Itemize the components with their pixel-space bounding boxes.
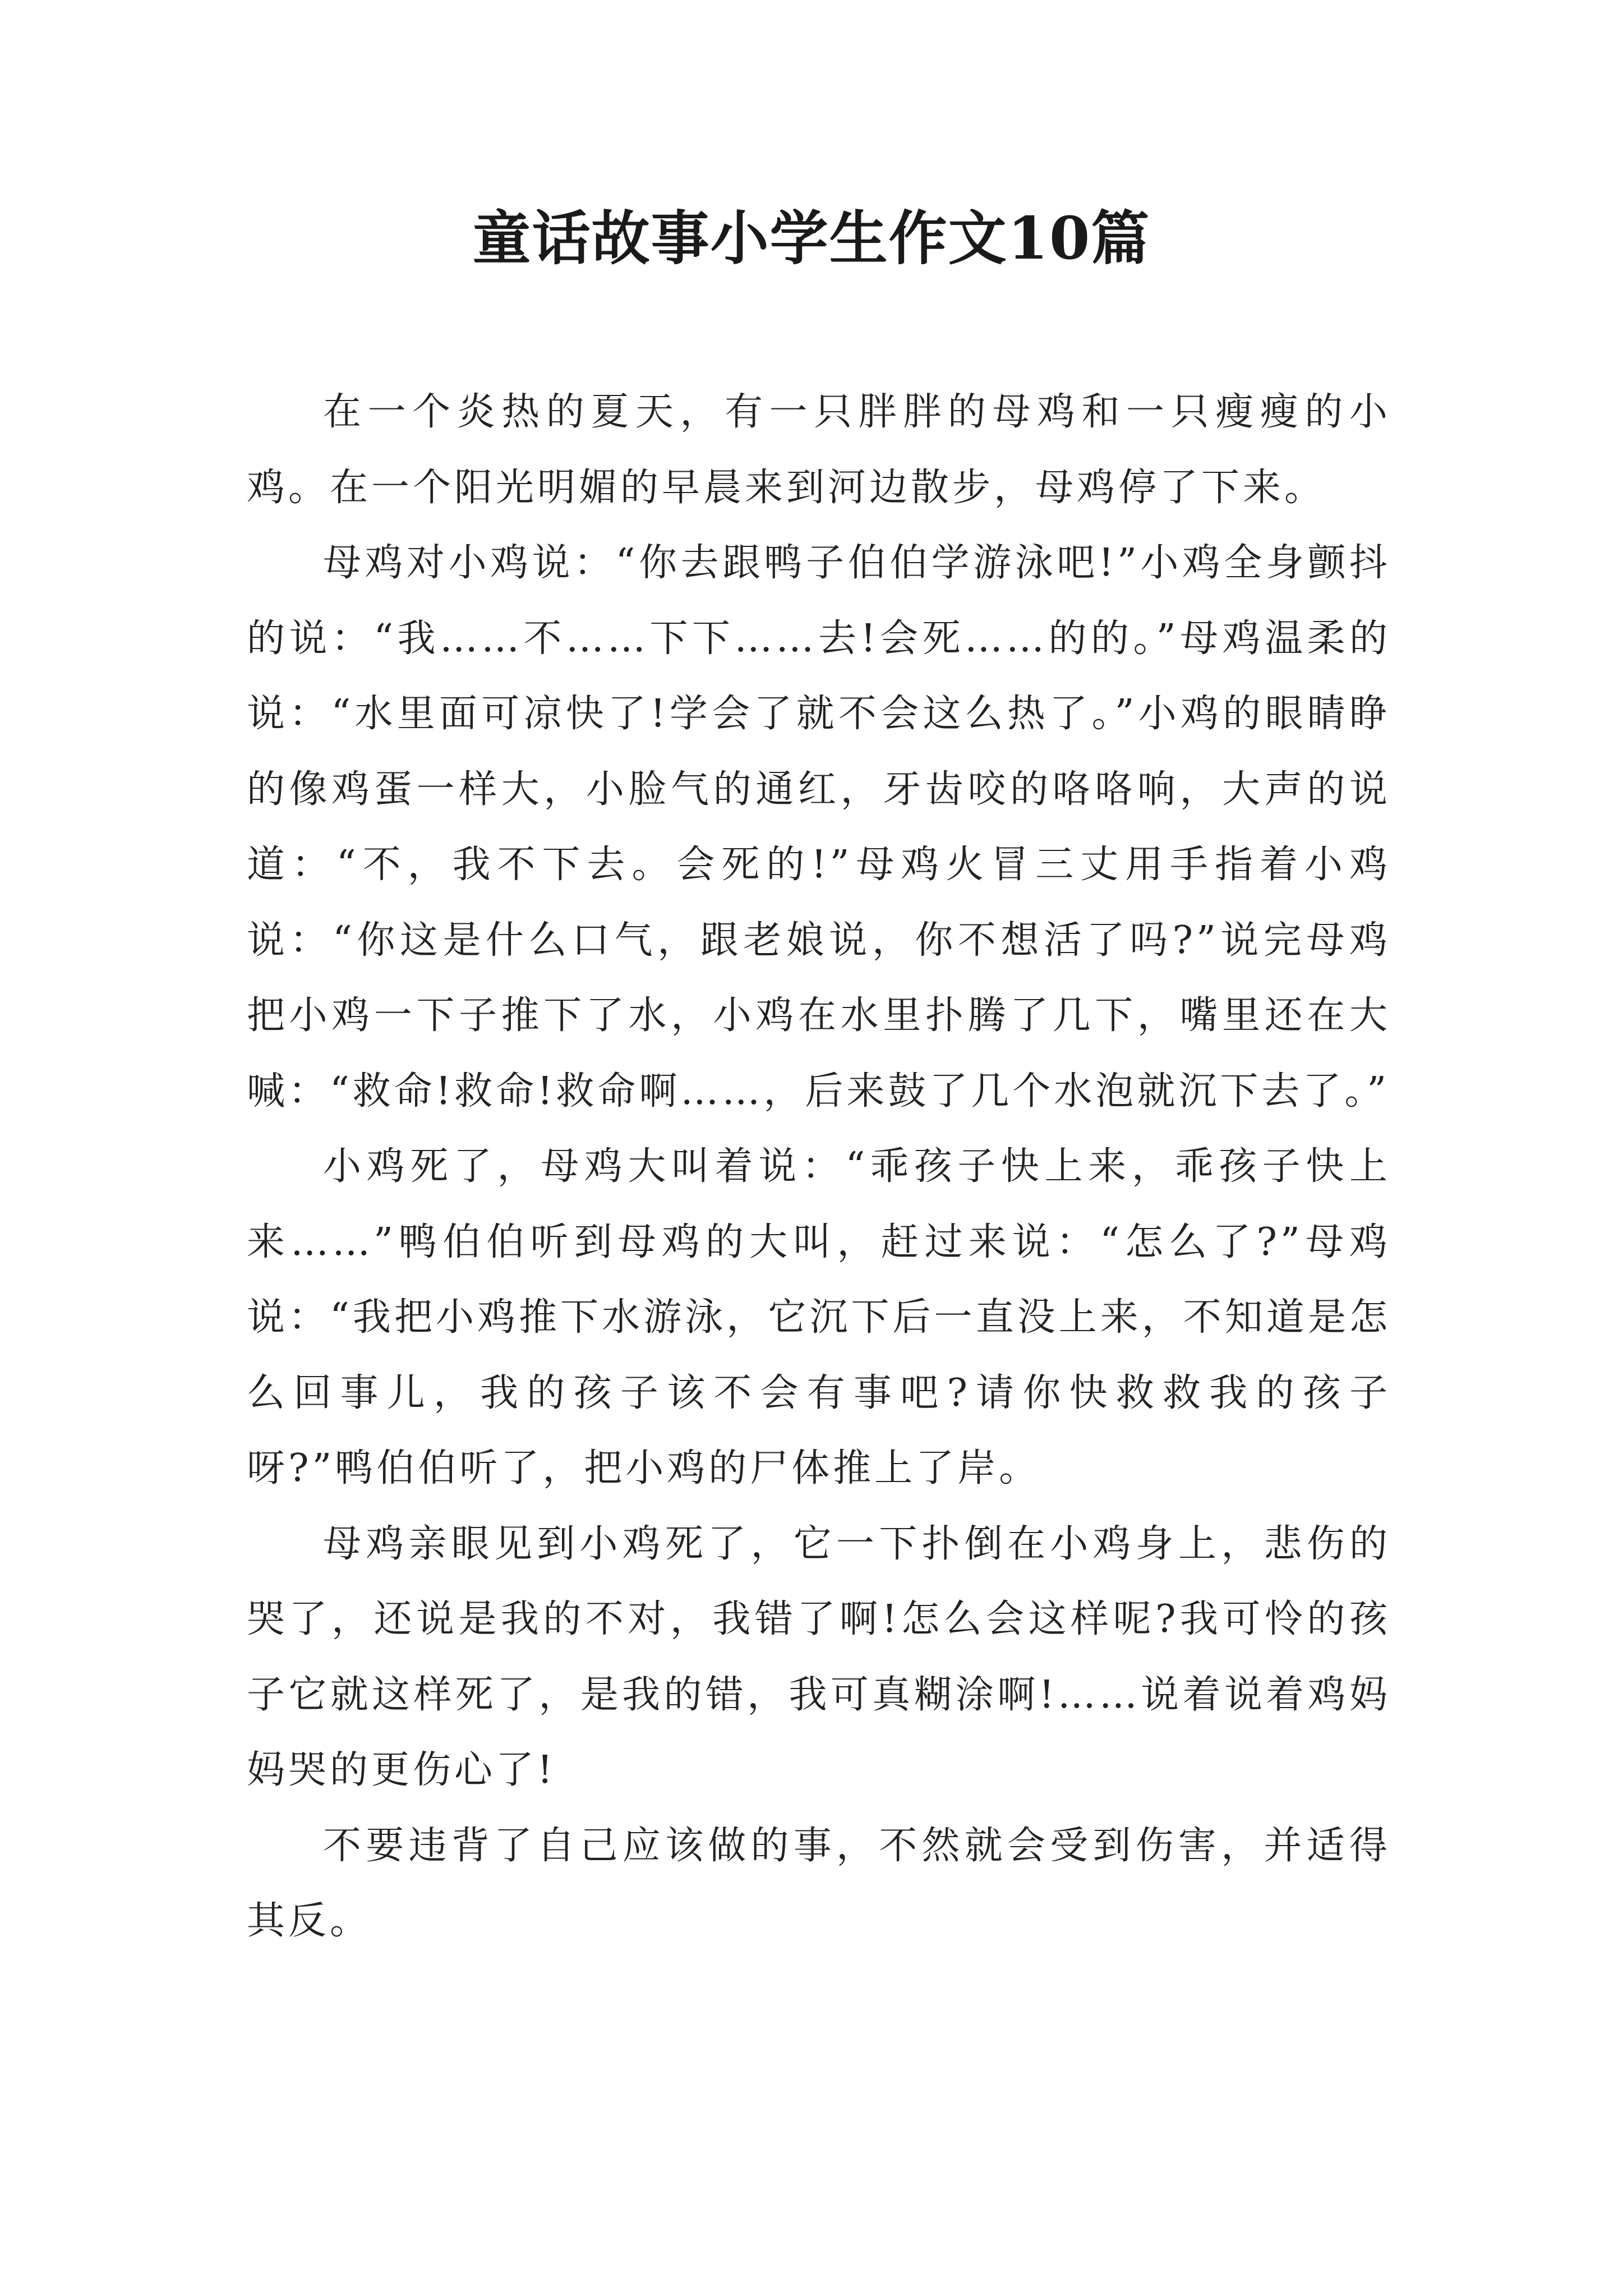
document-body xyxy=(247,375,1391,1959)
paragraph-4: 母鸡亲眼见到小鸡死了，它一下扑倒在小鸡身上，悲伤的哭了，还说是我的不对，我错了啊!怎么会这样呢?我可怜的孩子它就这样死了，是我的错，我可真糊涂啊!……说着说着鸡妈妈哭的更伤心了! xyxy=(247,1521,1391,1792)
paragraph-1: 在一个炎热的夏天，有一只胖胖的母鸡和一只瘦瘦的小鸡。在一个阳光明媚的早晨来到河边散步，母鸡停了下来。 xyxy=(247,390,1391,510)
paragraph-3: 小鸡死了，母鸡大叫着说：“乖孩子快上来，乖孩子快上来……”鸭伯伯听到母鸡的大叫，赶过来说：“怎么了?”母鸡说：“我把小鸡推下水游泳，它沉下后一直没上来，不知道是怎么回事儿，我的孩子该不会有事吧?请你快救救我的孩子呀?”鸭伯伯听了，把小鸡的尸体推上了岸。 xyxy=(247,1144,1391,1490)
paragraph-2: 母鸡对小鸡说：“你去跟鸭子伯伯学游泳吧!”小鸡全身颤抖的说：“我……不……下下……去!会死……的的。”母鸡温柔的说：“水里面可凉快了!学会了就不会这么热了。”小鸡的眼睛睁的像鸡蛋一样大，小脸气的通红，牙齿咬的咯咯响，大声的说道：“不，我不下去。会死的!”母鸡火冒三丈用手指着小鸡说：“你这是什么口气，跟老娘说，你不想活了吗?”说完母鸡把小鸡一下子推下了水，小鸡在水里扑腾了几下，嘴里还在大喊：“救命!救命!救命啊……，后来鼓了几个水泡就沉下去了。” xyxy=(247,541,1391,1114)
document-title: 童话故事小学生作文10篇 xyxy=(472,204,1151,273)
paragraph-5: 不要违背了自己应该做的事，不然就会受到伤害，并适得其反。 xyxy=(247,1823,1391,1943)
